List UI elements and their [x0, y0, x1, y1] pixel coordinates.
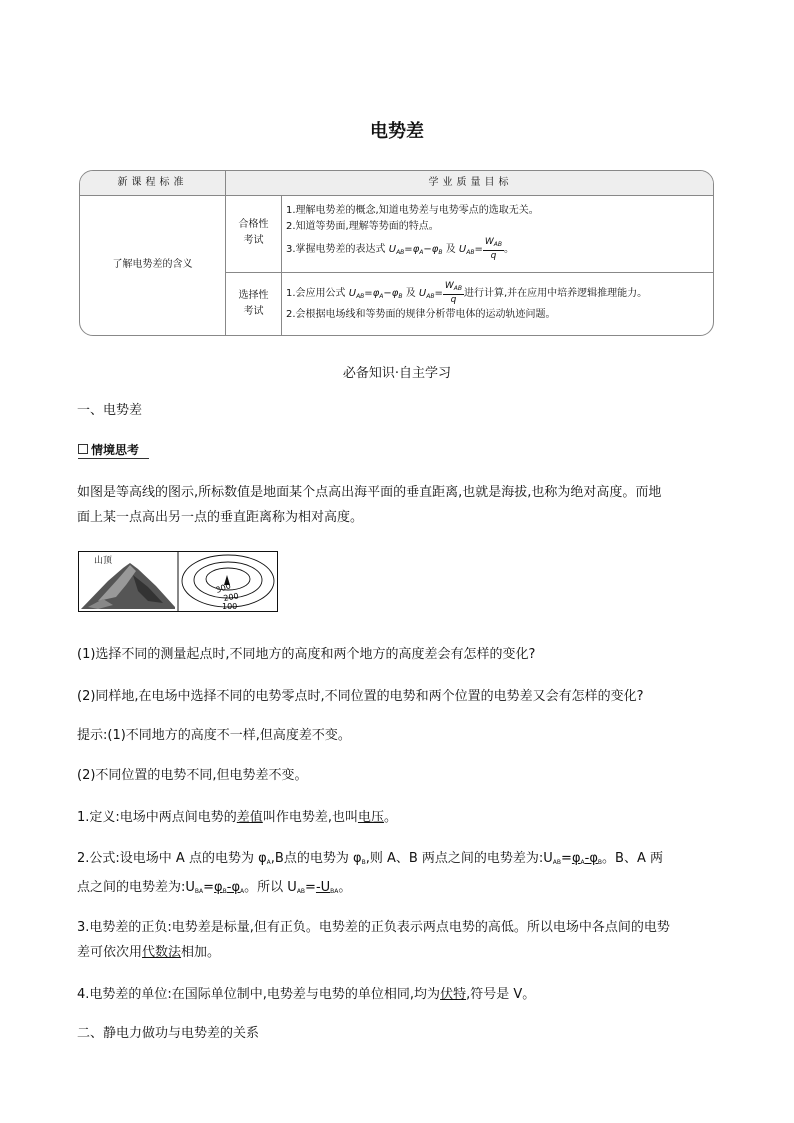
standards-table: [79, 170, 714, 336]
page-title: 电势差: [370, 121, 424, 142]
heading-electric-potential-difference: 一、电势差: [77, 403, 143, 418]
question-1: (1)选择不同的测量起点时,不同地方的高度和两个地方的高度差会有怎样的变化?: [77, 647, 536, 662]
hint-2: (2)不同位置的电势不同,但电势差不变。: [77, 768, 308, 783]
square-icon: [78, 444, 88, 454]
header-new-standard: 新课程标准: [117, 177, 188, 188]
level-name: 合格性 考试: [238, 219, 269, 246]
definition-2: 2.公式:设电场中 A 点的电势为 $\varphi_A,B$点的电势为 $\varphi_B$,则 A、B 两点之间的电势差为$:U_{AB}=\varphi_A-\varphi_B$。B、A 两 点之间的电势差为$:U_{BA}=\varphi_B-\varphi_A$。所以 $U_{AB}=-U_{BA}$。: [77, 851, 663, 895]
peak-label: 山顶: [94, 556, 113, 566]
hint-1: 提示:(1)不同地方的高度不一样,但高度差不变。: [77, 728, 351, 743]
definition-1: 1.定义:电场中两点间电势的差值叫作电势差,也叫电压。: [77, 810, 397, 825]
contour-label: 300: [214, 581, 233, 595]
contour-label: 100: [222, 602, 238, 611]
contour-label: 200: [222, 591, 240, 603]
situation-thinking-tag: 情境思考: [78, 441, 149, 459]
header-quality-goals: 学业质量目标: [428, 177, 513, 188]
definition-4: 4.电势差的单位:在国际单位制中,电势差与电势的单位相同,均为伏特,符号是 V。: [77, 987, 536, 1002]
definition-3: 3.电势差的正负:电势差是标量,但有正负。电势差的正负表示两点电势的高低。所以电场中各点间的电势 差可依次用代数法相加。: [77, 920, 670, 960]
level-items: 1.理解电势差的概念,知道电势差与电势零点的选取无关。 2.知道等势面,理解等势面的特点。 3.掌握电势差的表达式 $U_{AB}=\varphi_A-\varphi_B$ 及 $U_{AB}=$ $\frac{W_{AB}}{q}$ 。: [286, 205, 539, 261]
question-2: (2)同样地,在电场中选择不同的电势零点时,不同位置的电势和两个位置的电势差又会有怎样的变化?: [77, 689, 644, 704]
standard-text: 了解电势差的含义: [112, 259, 193, 270]
level-items: 1.会应用公式 $U_{AB}=\varphi_A-\varphi_B$ 及 $U_{AB}=$ $\frac{W_{AB}}{q}$ 进行计算,并在应用中培养逻辑推理能力。 2.会根据电场线和等势面的规律分析带电体的运动轨迹问题。: [286, 281, 648, 320]
table-header: [80, 171, 713, 196]
section-heading: 必备知识·自主学习: [342, 366, 452, 381]
level-name: 选择性 考试: [238, 290, 269, 317]
divider: [281, 195, 282, 336]
contour-figure: [78, 551, 278, 612]
divider: [225, 272, 714, 273]
heading-work-and-potential-difference: 二、静电力做功与电势差的关系: [77, 1026, 260, 1041]
intro-paragraph: 如图是等高线的图示,所标数值是地面某个点高出海平面的垂直距离,也就是海拔,也称为绝对高度。而地 面上某一点高出另一点的垂直距离称为相对高度。: [77, 485, 662, 525]
